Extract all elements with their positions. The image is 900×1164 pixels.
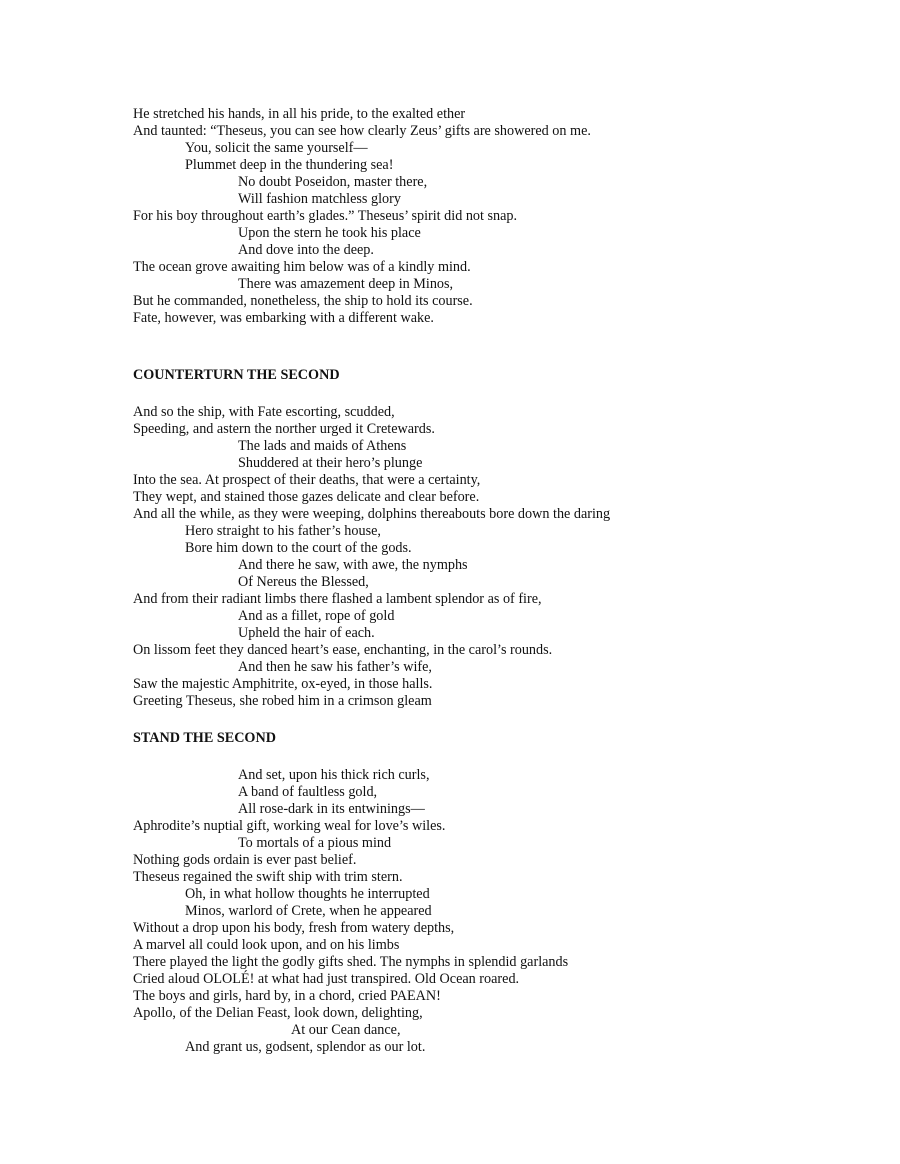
verse-line: The lads and maids of Athens xyxy=(238,438,407,454)
verse-line: No doubt Poseidon, master there, xyxy=(238,174,428,190)
section-heading-stand: STAND THE SECOND xyxy=(133,730,276,746)
verse-line: Into the sea. At prospect of their deaths, that were a certainty, xyxy=(133,472,481,488)
verse-line: On lissom feet they danced heart’s ease, enchanting, in the carol’s rounds. xyxy=(133,642,553,658)
verse-line: And set, upon his thick rich curls, xyxy=(238,767,430,783)
verse-line: Shuddered at their hero’s plunge xyxy=(238,455,423,471)
stanza-1 xyxy=(133,106,873,327)
verse-line: Without a drop upon his body, fresh from watery depths, xyxy=(133,920,455,936)
stanza-3 xyxy=(133,767,873,1056)
verse-line: A marvel all could look upon, and on his limbs xyxy=(133,937,400,953)
verse-line: You, solicit the same yourself— xyxy=(185,140,368,156)
verse-line: Upheld the hair of each. xyxy=(238,625,375,641)
verse-line: Fate, however, was embarking with a different wake. xyxy=(133,310,434,326)
verse-line: Hero straight to his father’s house, xyxy=(185,523,381,539)
verse-line: Bore him down to the court of the gods. xyxy=(185,540,412,556)
verse-line: Cried aloud OLOLÉ! at what had just transpired. Old Ocean roared. xyxy=(133,971,520,987)
verse-line: The ocean grove awaiting him below was of a kindly mind. xyxy=(133,259,471,275)
verse-line: And as a fillet, rope of gold xyxy=(238,608,395,624)
stanza-2 xyxy=(133,404,873,710)
section-heading-counterturn: COUNTERTURN THE SECOND xyxy=(133,367,340,383)
verse-line: Oh, in what hollow thoughts he interrupted xyxy=(185,886,430,902)
verse-line: And then he saw his father’s wife, xyxy=(238,659,432,675)
verse-line: And dove into the deep. xyxy=(238,242,374,258)
verse-line: And from their radiant limbs there flashed a lambent splendor as of fire, xyxy=(133,591,542,607)
verse-line: Aphrodite’s nuptial gift, working weal for love’s wiles. xyxy=(133,818,446,834)
verse-line: All rose-dark in its entwinings— xyxy=(238,801,425,817)
verse-line: Of Nereus the Blessed, xyxy=(238,574,369,590)
verse-line: And there he saw, with awe, the nymphs xyxy=(238,557,468,573)
verse-line: Plummet deep in the thundering sea! xyxy=(185,157,394,173)
verse-line: They wept, and stained those gazes delicate and clear before. xyxy=(133,489,480,505)
verse-line: Apollo, of the Delian Feast, look down, delighting, xyxy=(133,1005,423,1021)
verse-line: And so the ship, with Fate escorting, scudded, xyxy=(133,404,395,420)
verse-line: He stretched his hands, in all his pride, to the exalted ether xyxy=(133,106,466,122)
verse-line: Theseus regained the swift ship with trim stern. xyxy=(133,869,403,885)
verse-line: Greeting Theseus, she robed him in a crimson gleam xyxy=(133,693,432,709)
verse-line: There played the light the godly gifts shed. The nymphs in splendid garlands xyxy=(133,954,569,970)
verse-line: But he commanded, nonetheless, the ship to hold its course. xyxy=(133,293,473,309)
verse-line: For his boy throughout earth’s glades.” Theseus’ spirit did not snap. xyxy=(133,208,518,224)
verse-line: Upon the stern he took his place xyxy=(238,225,421,241)
verse-line: Nothing gods ordain is ever past belief. xyxy=(133,852,357,868)
verse-line: And all the while, as they were weeping, dolphins thereabouts bore down the daring xyxy=(133,506,611,522)
verse-line: Speeding, and astern the norther urged it Cretewards. xyxy=(133,421,435,437)
verse-line: Will fashion matchless glory xyxy=(238,191,401,207)
verse-line: There was amazement deep in Minos, xyxy=(238,276,454,292)
verse-line: Saw the majestic Amphitrite, ox-eyed, in those halls. xyxy=(133,676,433,692)
verse-line: Minos, warlord of Crete, when he appeared xyxy=(185,903,432,919)
verse-line: And taunted: “Theseus, you can see how clearly Zeus’ gifts are showered on me. xyxy=(133,123,591,139)
verse-line: The boys and girls, hard by, in a chord, cried PAEAN! xyxy=(133,988,441,1004)
verse-line: A band of faultless gold, xyxy=(238,784,378,800)
verse-line: To mortals of a pious mind xyxy=(238,835,392,851)
verse-line: And grant us, godsent, splendor as our lot. xyxy=(185,1039,426,1055)
verse-line: At our Cean dance, xyxy=(291,1022,401,1038)
